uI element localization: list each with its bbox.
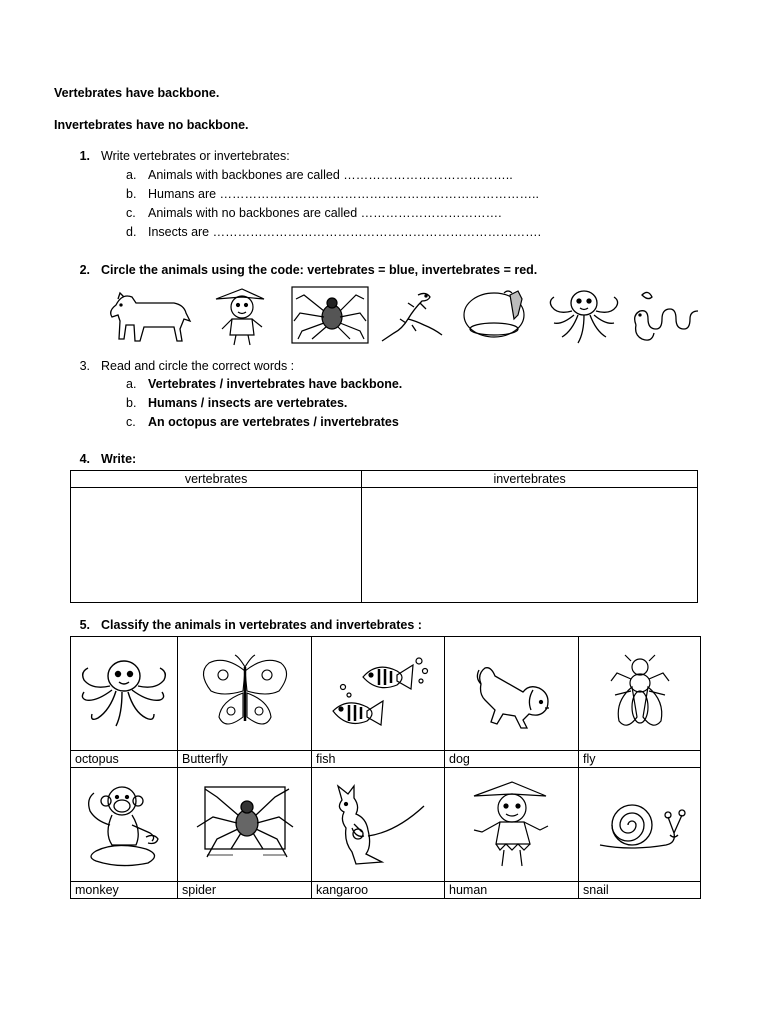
vertebrates-writing-area[interactable]: [71, 488, 362, 603]
dog-image: [467, 654, 557, 734]
fish-image: [323, 651, 433, 737]
spider-label: spider: [178, 882, 312, 899]
question-4-title: Write:: [101, 452, 137, 466]
fish-image-cell: [312, 637, 445, 751]
question-4-number: 4.: [79, 452, 90, 466]
monkey-label: monkey: [71, 882, 178, 899]
human-image-cell: [445, 768, 579, 882]
invertebrates-column-header: invertebrates: [362, 471, 698, 488]
question-2-number: 2.: [79, 263, 90, 277]
snake-picture: [626, 285, 704, 349]
dog-image-cell: [445, 637, 579, 751]
horse-picture: [104, 285, 196, 345]
animal-pictures-row: [104, 285, 704, 355]
question-5-title: Classify the animals in vertebrates and invertebrates :: [101, 618, 422, 632]
human-label: human: [445, 882, 579, 899]
snail-label: snail: [579, 882, 701, 899]
butterfly-label: Butterfly: [178, 751, 312, 768]
animal-classification-grid: [70, 636, 701, 899]
fish-label: fish: [312, 751, 445, 768]
question-3-number: 3.: [79, 359, 90, 373]
question-1-item-d: d. Insects are …………………………………………………………………….: [126, 225, 542, 239]
spider-image: [193, 783, 297, 867]
question-1-item-c: c. Animals with no backbones are called …………………………….: [126, 206, 502, 220]
question-2-title: Circle the animals using the code: vertebrates = blue, invertebrates = red.: [101, 263, 538, 277]
fly-image: [605, 651, 675, 737]
intro-line-1: Vertebrates have backbone.: [54, 86, 220, 100]
kangaroo-image-cell: [312, 768, 445, 882]
question-3-title: Read and circle the correct words :: [101, 359, 295, 373]
question-3-item-a: a. Vertebrates / invertebrates have backbone.: [126, 377, 403, 391]
kangaroo-label: kangaroo: [312, 882, 445, 899]
monkey-image: [76, 781, 172, 869]
butterfly-image-cell: [178, 637, 312, 751]
question-1-item-b: b. Humans are …………………………………………………………………..: [126, 187, 540, 201]
octopus-picture: [544, 285, 624, 349]
spider-picture: [290, 285, 370, 345]
human-picture: [202, 285, 280, 347]
invertebrates-writing-area[interactable]: [362, 488, 698, 603]
snail-image: [590, 795, 690, 855]
octopus-image: [76, 654, 172, 734]
question-3-item-c: c. An octopus are vertebrates / invertebrates: [126, 415, 399, 429]
dog-label: dog: [445, 751, 579, 768]
fish-bowl-picture: [460, 285, 538, 347]
question-1-number: 1.: [79, 149, 90, 163]
octopus-label: octopus: [71, 751, 178, 768]
question-5-number: 5.: [79, 618, 90, 632]
octopus-image-cell: [71, 637, 178, 751]
question-1-item-a: a. Animals with backbones are called …………………………………..: [126, 168, 513, 182]
monkey-image-cell: [71, 768, 178, 882]
question-1-title: Write vertebrates or invertebrates:: [101, 149, 290, 163]
human-image: [460, 780, 564, 870]
fly-image-cell: [579, 637, 701, 751]
question-3-item-b: b. Humans / insects are vertebrates.: [126, 396, 348, 410]
vertebrates-invertebrates-table: [70, 470, 698, 603]
lizard-picture: [378, 285, 448, 345]
intro-line-2: Invertebrates have no backbone.: [54, 118, 249, 132]
fly-label: fly: [579, 751, 701, 768]
vertebrates-column-header: vertebrates: [71, 471, 362, 488]
snail-image-cell: [579, 768, 701, 882]
butterfly-image: [195, 651, 295, 737]
kangaroo-image: [326, 782, 430, 868]
spider-image-cell: [178, 768, 312, 882]
